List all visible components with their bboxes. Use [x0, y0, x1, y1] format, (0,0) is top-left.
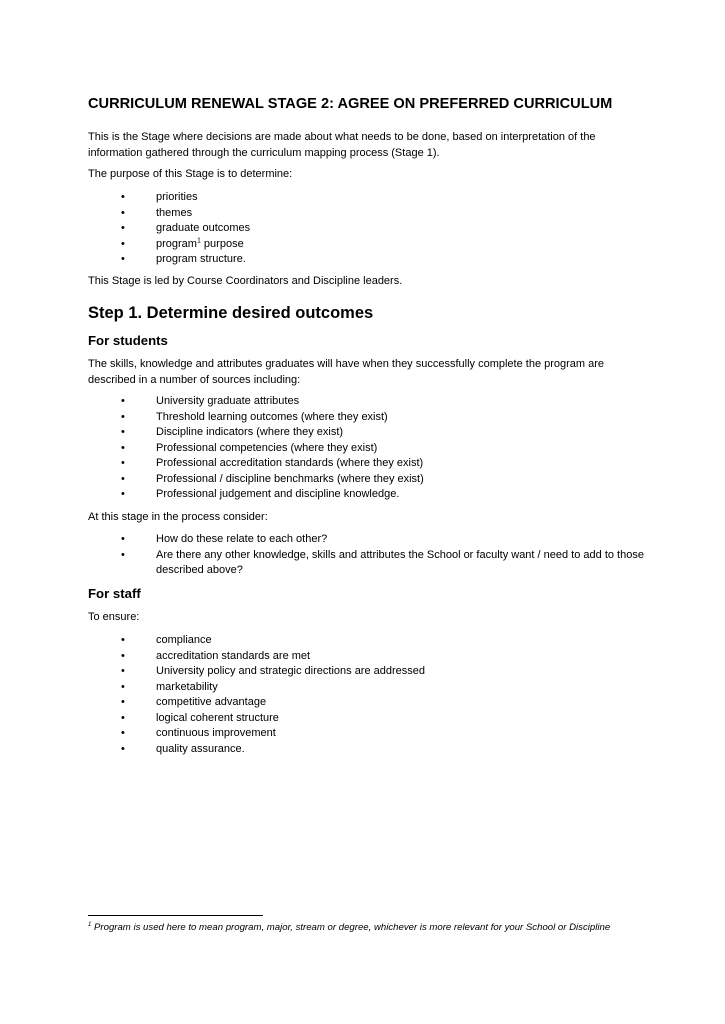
list-item: • competitive advantage — [88, 695, 648, 711]
consider-list — [88, 532, 648, 579]
list-item: • marketability — [88, 680, 648, 696]
bullet-icon: • — [121, 441, 125, 454]
footnote-reference: 1 — [196, 236, 201, 244]
page-title: CURRICULUM RENEWAL STAGE 2: AGREE ON PREFERRED CURRICULUM — [88, 96, 613, 112]
staff-heading: For staff — [88, 586, 141, 601]
footnote-mark: 1 — [88, 921, 92, 928]
bullet-icon: • — [121, 472, 125, 485]
bullet-icon: • — [121, 649, 125, 662]
staff-lead: To ensure: — [88, 611, 140, 623]
list-item: • Professional judgement and discipline knowledge. — [88, 487, 648, 503]
intro-paragraph: This is the Stage where decisions are made about what needs to be done, based on interpretation of the information gathered through the curriculum mapping process (Stage 1). — [88, 131, 596, 159]
footnote-separator — [88, 915, 263, 916]
list-item: • continuous improvement — [88, 726, 648, 742]
students-heading: For students — [88, 333, 168, 348]
bullet-icon: • — [121, 533, 125, 545]
list-item: • program$^1$ purpose — [88, 237, 648, 253]
bullet-icon: • — [121, 457, 125, 469]
bullet-icon: • — [121, 696, 125, 708]
students-intro: The skills, knowledge and attributes graduates will have when they successfully complete the program are described in a number of sources including: — [88, 358, 605, 386]
list-item: • logical coherent structure — [88, 711, 648, 727]
bullet-icon: • — [121, 680, 125, 693]
bullet-icon: • — [121, 206, 125, 219]
consider-lead: At this stage in the process consider: — [88, 511, 268, 523]
list-item: • University policy and strategic directions are addressed — [88, 664, 648, 680]
bullet-icon: • — [121, 665, 125, 677]
bullet-icon: • — [121, 253, 125, 265]
list-item: • themes — [88, 206, 648, 222]
list-item: • Discipline indicators (where they exist) — [88, 425, 648, 441]
list-item: • compliance — [88, 633, 648, 649]
bullet-icon: • — [121, 711, 125, 724]
bullet-icon: • — [121, 410, 125, 423]
footnote-text: Program is used here to mean program, major, stream or degree, whichever is more relevant for your School or Discipline — [91, 922, 611, 933]
list-item: • accreditation standards are met — [88, 649, 648, 665]
bullet-icon: • — [121, 222, 125, 234]
purpose-list — [88, 190, 648, 268]
bullet-icon: • — [121, 426, 125, 438]
step1-heading: Step 1. Determine desired outcomes — [88, 304, 374, 322]
purpose-lead: The purpose of this Stage is to determine: — [88, 168, 293, 180]
bullet-icon: • — [121, 237, 125, 250]
list-item: • quality assurance. — [88, 742, 648, 758]
list-item: • priorities — [88, 190, 648, 206]
list-item: • University graduate attributes — [88, 394, 648, 410]
footnote — [88, 922, 610, 933]
bullet-icon: • — [121, 634, 125, 646]
list-item: • Threshold learning outcomes (where they exist) — [88, 410, 648, 426]
bullet-icon: • — [121, 488, 125, 500]
list-item: • Are there any other knowledge, skills and attributes the School or faculty want / need to add to those described above? — [121, 548, 644, 576]
bullet-icon: • — [121, 727, 125, 739]
students-list — [88, 394, 648, 503]
list-item: • Professional / discipline benchmarks (where they exist) — [88, 472, 648, 488]
list-item: • Professional competencies (where they exist) — [88, 441, 648, 457]
list-item: • program structure. — [88, 252, 648, 268]
list-item: • graduate outcomes — [88, 221, 648, 237]
bullet-icon: • — [121, 191, 125, 203]
list-item: • How do these relate to each other? — [88, 532, 648, 548]
staff-list — [88, 633, 648, 757]
bullet-icon: • — [121, 548, 125, 561]
list-item: • Professional accreditation standards (where they exist) — [88, 456, 648, 472]
led-by-paragraph: This Stage is led by Course Coordinators and Discipline leaders. — [88, 275, 403, 287]
bullet-icon: • — [121, 742, 125, 755]
bullet-icon: • — [121, 395, 125, 407]
